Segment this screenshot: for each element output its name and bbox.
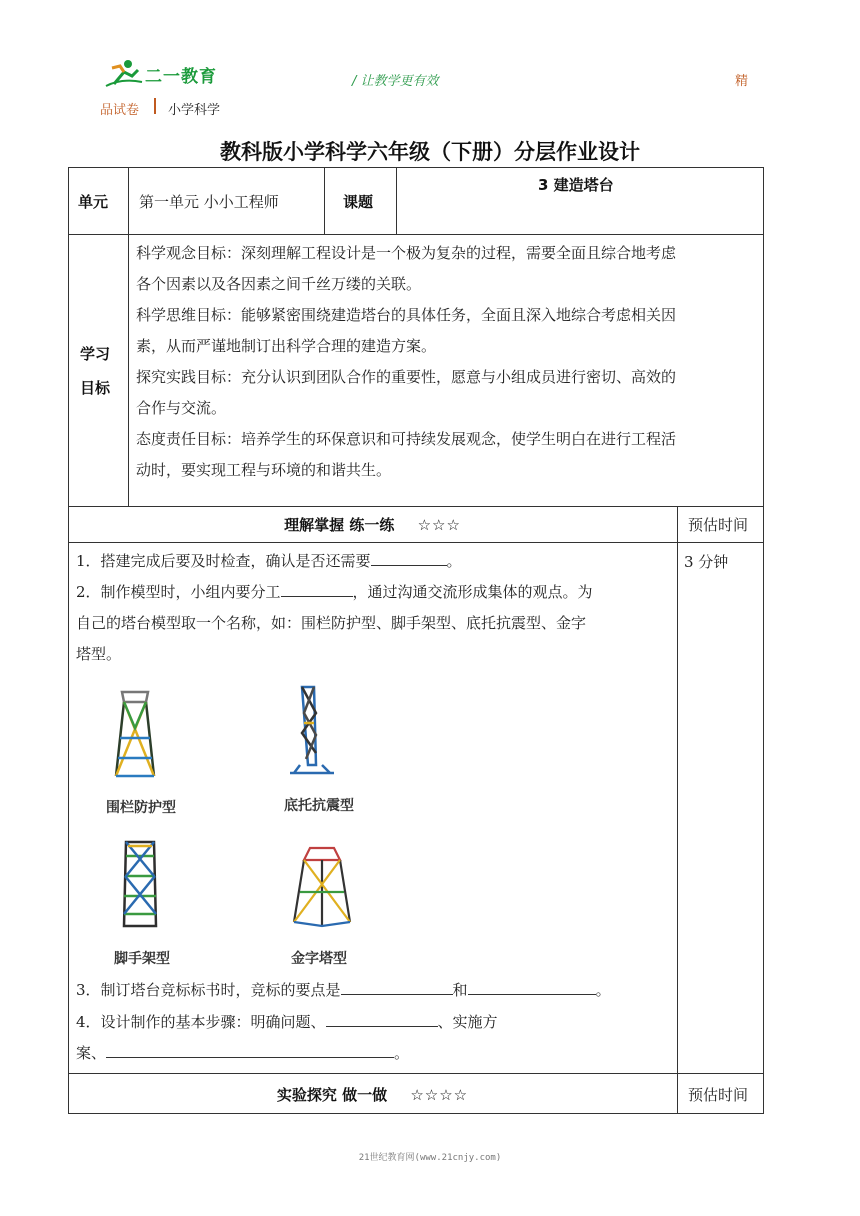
question-1-end: 。: [446, 552, 462, 570]
question-3: [76, 975, 676, 1006]
section1-stars: ☆☆☆: [417, 516, 461, 534]
answer-blank[interactable]: [468, 978, 596, 995]
goal-line: 探究实践目标：充分认识到团队合作的重要性，愿意与小组成员进行密切、高效的: [136, 368, 677, 386]
table-col-rule: [677, 506, 678, 1114]
tower-pyramid-image: [290, 842, 354, 930]
header-corner-mark: 精: [735, 74, 749, 89]
header-category: 品试卷: [100, 103, 140, 118]
question-4-line2: 案、: [76, 1044, 107, 1062]
table-col-rule: [324, 167, 325, 235]
answer-blank[interactable]: [281, 580, 353, 597]
question-2: [76, 577, 676, 670]
question-4-text: 4．设计制作的基本步骤：明确问题、: [76, 1013, 326, 1031]
question-2-text: 2．制作模型时，小组内要分工: [76, 583, 281, 601]
table-rule: [68, 542, 763, 543]
tower-caption: 围栏防护型: [106, 800, 176, 816]
page-title: 教科版小学科学六年级（下册）分层作业设计: [220, 140, 640, 164]
goal-line: 素，从而严谨地制订出科学合理的建造方案。: [136, 337, 437, 355]
goal-line: 科学思维目标：能够紧密围绕建造塔台的具体任务，全面且深入地综合考虑相关因: [136, 306, 677, 324]
logo-text: 二一教育: [145, 67, 217, 87]
section2-heading-text: 实验探究 做一做: [276, 1086, 388, 1104]
answer-blank[interactable]: [341, 978, 453, 995]
goals-text: [136, 238, 760, 486]
tower-base-image: [286, 683, 338, 779]
table-rule: [68, 234, 763, 235]
unit-value: 第一单元 小小工程师: [139, 193, 279, 211]
question-2-line2: 自己的塔台模型取一个名称，如：围栏防护型、脚手架型、底托抗震型、金字: [76, 614, 587, 632]
page-footer: 21世纪教育网(www.21cnjy.com): [358, 1153, 502, 1163]
header-divider: [154, 98, 156, 114]
question-4-text-cont: 、实施方: [437, 1013, 498, 1031]
section2-heading: [68, 1084, 677, 1105]
question-4-end: 。: [394, 1044, 410, 1062]
section2-stars: ☆☆☆☆: [410, 1086, 469, 1104]
table-col-rule: [128, 167, 129, 507]
unit-label: 单元: [78, 193, 109, 211]
question-2-line3: 塔型。: [76, 645, 122, 663]
table-border-left: [68, 167, 69, 1114]
section1-time-value: 3 分钟: [684, 553, 729, 571]
goal-line: 动时，要实现工程与环境的和谐共生。: [136, 461, 392, 479]
question-2-text-cont: ，通过沟通交流形成集体的观点。为: [352, 583, 593, 601]
tower-scaffold-image: [118, 838, 162, 930]
section1-heading-text: 理解掌握 练一练: [284, 516, 395, 534]
topic-label: 课题: [343, 193, 374, 211]
table-rule: [68, 506, 763, 507]
goals-label-line1: 学习: [80, 345, 111, 363]
answer-blank[interactable]: [371, 549, 447, 566]
question-1-text: 1．搭建完成后要及时检查，确认是否还需要: [76, 552, 371, 570]
topic-value: 3 建造塔台: [538, 176, 614, 194]
goal-line: 合作与交流。: [136, 399, 227, 417]
question-3-text: 3．制订塔台竞标标书时，竞标的要点是: [76, 981, 341, 999]
question-4: [76, 1007, 676, 1069]
answer-blank[interactable]: [326, 1010, 438, 1027]
table-border-right: [763, 167, 764, 1114]
tower-fence-image: [110, 688, 160, 780]
tower-caption: 金字塔型: [291, 951, 347, 967]
section1-time-header: 预估时间: [688, 516, 749, 534]
answer-blank[interactable]: [106, 1041, 394, 1058]
goal-line: 科学观念目标：深刻理解工程设计是一个极为复杂的过程，需要全面且综合地考虑: [136, 244, 677, 262]
goals-label-line2: 目标: [80, 379, 111, 397]
question-3-and: 和: [452, 981, 468, 999]
tower-caption: 脚手架型: [114, 951, 170, 967]
goal-line: 各个因素以及各因素之间千丝万缕的关联。: [136, 275, 422, 293]
table-border-top: [68, 167, 763, 168]
tower-caption: 底托抗震型: [284, 798, 354, 814]
section1-heading: [68, 514, 677, 535]
goal-line: 态度责任目标：培养学生的环保意识和可持续发展观念，使学生明白在进行工程活: [136, 430, 677, 448]
header-subject: 小学科学: [168, 103, 221, 118]
table-col-rule: [396, 167, 397, 235]
header-slogan: / 让教学更有效: [352, 74, 439, 89]
question-3-end: 。: [595, 981, 611, 999]
table-border-bottom: [68, 1113, 763, 1114]
table-rule: [68, 1073, 763, 1074]
question-1: [76, 546, 676, 577]
section2-time-header: 预估时间: [688, 1086, 749, 1104]
